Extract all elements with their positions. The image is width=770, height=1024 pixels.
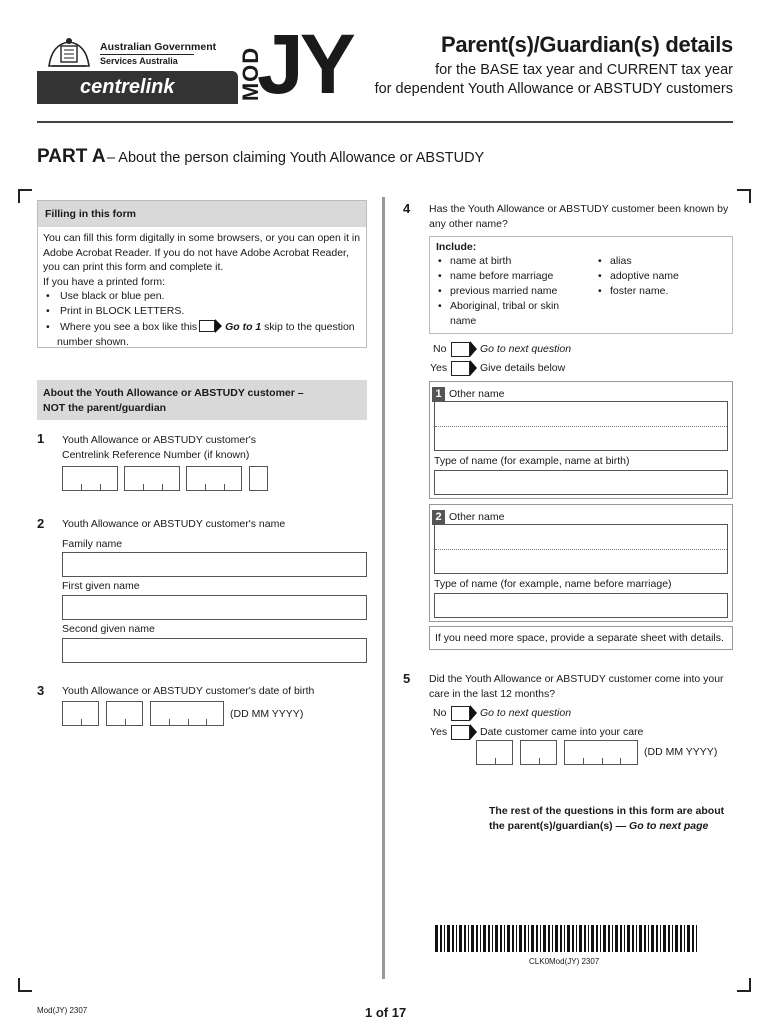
header-rule [37,121,733,123]
instruction-text: number shown. [57,336,129,348]
other-name-label: Other name [449,511,505,523]
no-label: No [433,343,447,355]
note-text: the parent(s)/guardian(s) — [489,819,627,832]
date-format-hint: (DD MM YYYY) [644,746,718,758]
list-item: • previous married name [436,284,596,299]
question-line: Youth Allowance or ABSTUDY customer's [62,434,257,446]
include-list-1 [436,254,596,329]
brand-name: centrelink [80,76,175,98]
list-item [43,304,361,319]
list-item: • name before marriage [436,269,596,284]
page-number: 1 of 17 [365,1005,407,1020]
example-checkbox [199,320,215,332]
yes-label: Yes [430,726,448,738]
care-date-year-input[interactable] [564,740,638,765]
name-type-label: Type of name (for example, name before marriage) [434,578,672,590]
dob-year-input[interactable] [150,701,224,726]
question-text: Youth Allowance or ABSTUDY customer's name [62,518,286,530]
list-item-continued: name [450,315,477,327]
other-name-1-group [429,381,733,499]
note-line [489,819,724,834]
family-name-label: Family name [62,538,123,550]
question-number: 2 [37,516,45,531]
goto-arrow-icon [470,724,477,740]
goto-arrow-icon [470,360,477,376]
government-name: Australian Government [100,41,217,53]
form-id: Mod(JY) 2307 [37,1006,88,1015]
subtitle-line-2: for dependent Youth Allowance or ABSTUDY customers [374,81,733,97]
goto-text: Go to 1 [225,321,262,333]
crop-mark-bottom-right [737,978,751,992]
other-name-label: Other name [449,388,505,400]
goto-text: Go to next page [629,819,709,832]
question-line: Centrelink Reference Number (if known) [62,448,250,461]
about-customer-heading [37,380,367,420]
more-space-note: If you need more space, provide a separate sheet with details. [429,626,733,650]
heading-line: About the Youth Allowance or ABSTUDY customer – [43,387,304,399]
dob-day-input[interactable] [62,701,99,726]
crn-input-check-char[interactable] [249,466,268,491]
include-info-box [429,236,733,334]
rest-of-form-note [489,804,724,833]
part-description: – About the person claiming Youth Allowance or ABSTUDY [107,150,485,166]
instruction-text: Where you see a box like this [60,321,198,333]
date-format-hint: (DD MM YYYY) [230,708,304,720]
list-item: • Aboriginal, tribal or skin [436,299,596,314]
crop-mark-top-left [18,189,32,203]
list-item: • foster name. [596,284,679,299]
question-line: any other name? [429,217,508,230]
q4-yes-option [430,360,565,376]
goto-text: Go to next question [480,343,572,355]
first-given-name-label: First given name [62,580,140,592]
subtitle-line-1: for the BASE tax year and CURRENT tax year [435,62,733,78]
printed-form-intro: If you have a printed form: [43,275,165,288]
q5-yes-option [430,724,643,740]
first-given-name-input[interactable] [62,595,367,620]
filling-in-heading: Filling in this form [38,201,366,227]
crop-mark-top-right [737,189,751,203]
heading-line: NOT the parent/guardian [43,401,167,414]
q5-no-option [433,705,571,721]
list-item: • name at birth [436,254,596,269]
note-line: The rest of the questions in this form are about [489,805,725,817]
question-text [429,202,728,231]
q5-no-checkbox[interactable] [451,706,470,721]
second-given-name-label: Second given name [62,623,155,635]
page-title: Parent(s)/Guardian(s) details [440,32,733,57]
other-name-number: 2 [432,510,445,525]
question-number: 3 [37,683,45,698]
question-number: 5 [403,671,411,686]
list-item: • alias [596,254,679,269]
q4-yes-checkbox[interactable] [451,361,470,376]
other-name-number: 1 [432,387,445,402]
crn-input-part-3[interactable] [186,466,242,491]
other-name-2-type-input[interactable] [434,593,728,618]
goto-arrow-icon [470,341,477,357]
dob-month-input[interactable] [106,701,143,726]
logo-divider [100,54,194,55]
list-item: • adoptive name [596,269,679,284]
question-text: Youth Allowance or ABSTUDY customer's date of birth [62,685,315,697]
agency-name: Services Australia [100,56,178,66]
instruction-text: skip to the question [264,321,355,333]
other-name-2-input[interactable] [434,524,728,574]
instruction-text: Print in BLOCK LETTERS. [60,305,185,317]
list-item [43,289,361,304]
crn-input-part-2[interactable] [124,466,180,491]
care-date-day-input[interactable] [476,740,513,765]
part-label: PART A [37,146,106,167]
mod-label: MOD [238,46,263,102]
other-name-1-input[interactable] [434,401,728,451]
goto-arrow-icon [470,705,477,721]
question-line: Has the Youth Allowance or ABSTUDY customer been known by [429,203,729,215]
second-given-name-input[interactable] [62,638,367,663]
yes-label: Yes [430,362,448,374]
question-text [62,433,256,462]
name-type-label: Type of name (for example, name at birth) [434,455,630,467]
question-number: 4 [403,201,411,216]
list-item [43,319,361,350]
goto-arrow-icon [215,319,222,333]
other-name-2-group [429,504,733,622]
care-date-month-input[interactable] [520,740,557,765]
coat-of-arms-icon [44,36,94,72]
q4-no-checkbox[interactable] [451,342,470,357]
crn-input-part-1[interactable] [62,466,118,491]
goto-text: Date customer came into your care [480,726,644,738]
goto-text: Give details below [480,362,566,374]
other-name-1-type-input[interactable] [434,470,728,495]
crop-mark-bottom-left [18,978,32,992]
question-text [429,672,724,701]
filling-in-info-box [37,200,367,348]
no-label: No [433,707,447,719]
question-line: Did the Youth Allowance or ABSTUDY customer come into your [429,673,724,685]
family-name-input[interactable] [62,552,367,577]
instruction-text: Use black or blue pen. [60,290,165,302]
question-line: care in the last 12 months? [429,687,556,700]
include-heading: Include: [436,241,477,253]
column-divider [382,197,385,979]
barcode-icon [435,925,701,952]
q5-yes-checkbox[interactable] [451,725,470,740]
barcode-label: CLK0Mod(JY) 2307 [529,957,600,966]
goto-text: Go to next question [480,707,572,719]
q4-no-option [433,341,571,357]
form-code: JY [257,17,352,111]
printed-form-instructions [38,289,366,350]
question-number: 1 [37,431,45,446]
filling-in-paragraph: You can fill this form digitally in some browsers, or you can open it in Adobe Acrobat Reader. If you do not have Adobe Acrobat Reader, you can print this form and complete it. [43,232,361,273]
include-list-2 [596,254,679,329]
